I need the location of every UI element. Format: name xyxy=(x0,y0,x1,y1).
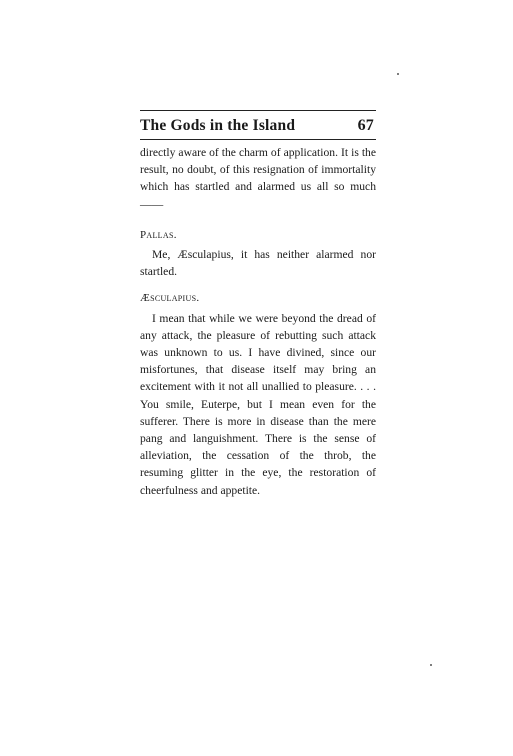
speech-aesculapius: I mean that while we were beyond the dread of any attack, the pleasure of rebutting such attack was unknown to us. I have divined, since our misfortunes, that disease itself may bring an excitement with it not all unallied to pleasure. . . . You smile, Euterpe, but I mean even for the sufferer. There is more in disease than the mere pang and languishment. There is the sense of alleviation, the cessation of the throb, the resuming glitter in the eye, the restoration of cheerfulness and appetite. xyxy=(140,311,376,497)
paper-speck-top xyxy=(397,73,399,75)
top-rule xyxy=(140,110,376,111)
running-head xyxy=(140,117,376,135)
paper-speck-bottom xyxy=(430,664,432,666)
opening-paragraph: directly aware of the charm of application. It is the result, no doubt, of this resignation of immortality which has startled and alarmed us all so much—— xyxy=(140,146,376,211)
speaker-name-pallas: Pallas. xyxy=(140,228,177,241)
header-rule xyxy=(140,139,376,140)
body-text xyxy=(140,144,376,499)
speech-pallas: Me, Æsculapius, it has neither alarmed nor startled. xyxy=(140,248,376,279)
running-head-title: The Gods in the Island xyxy=(140,117,296,134)
page-number: 67 xyxy=(357,117,374,134)
book-page xyxy=(140,110,376,499)
speaker-name-aesculapius: Æsculapius. xyxy=(140,292,200,305)
